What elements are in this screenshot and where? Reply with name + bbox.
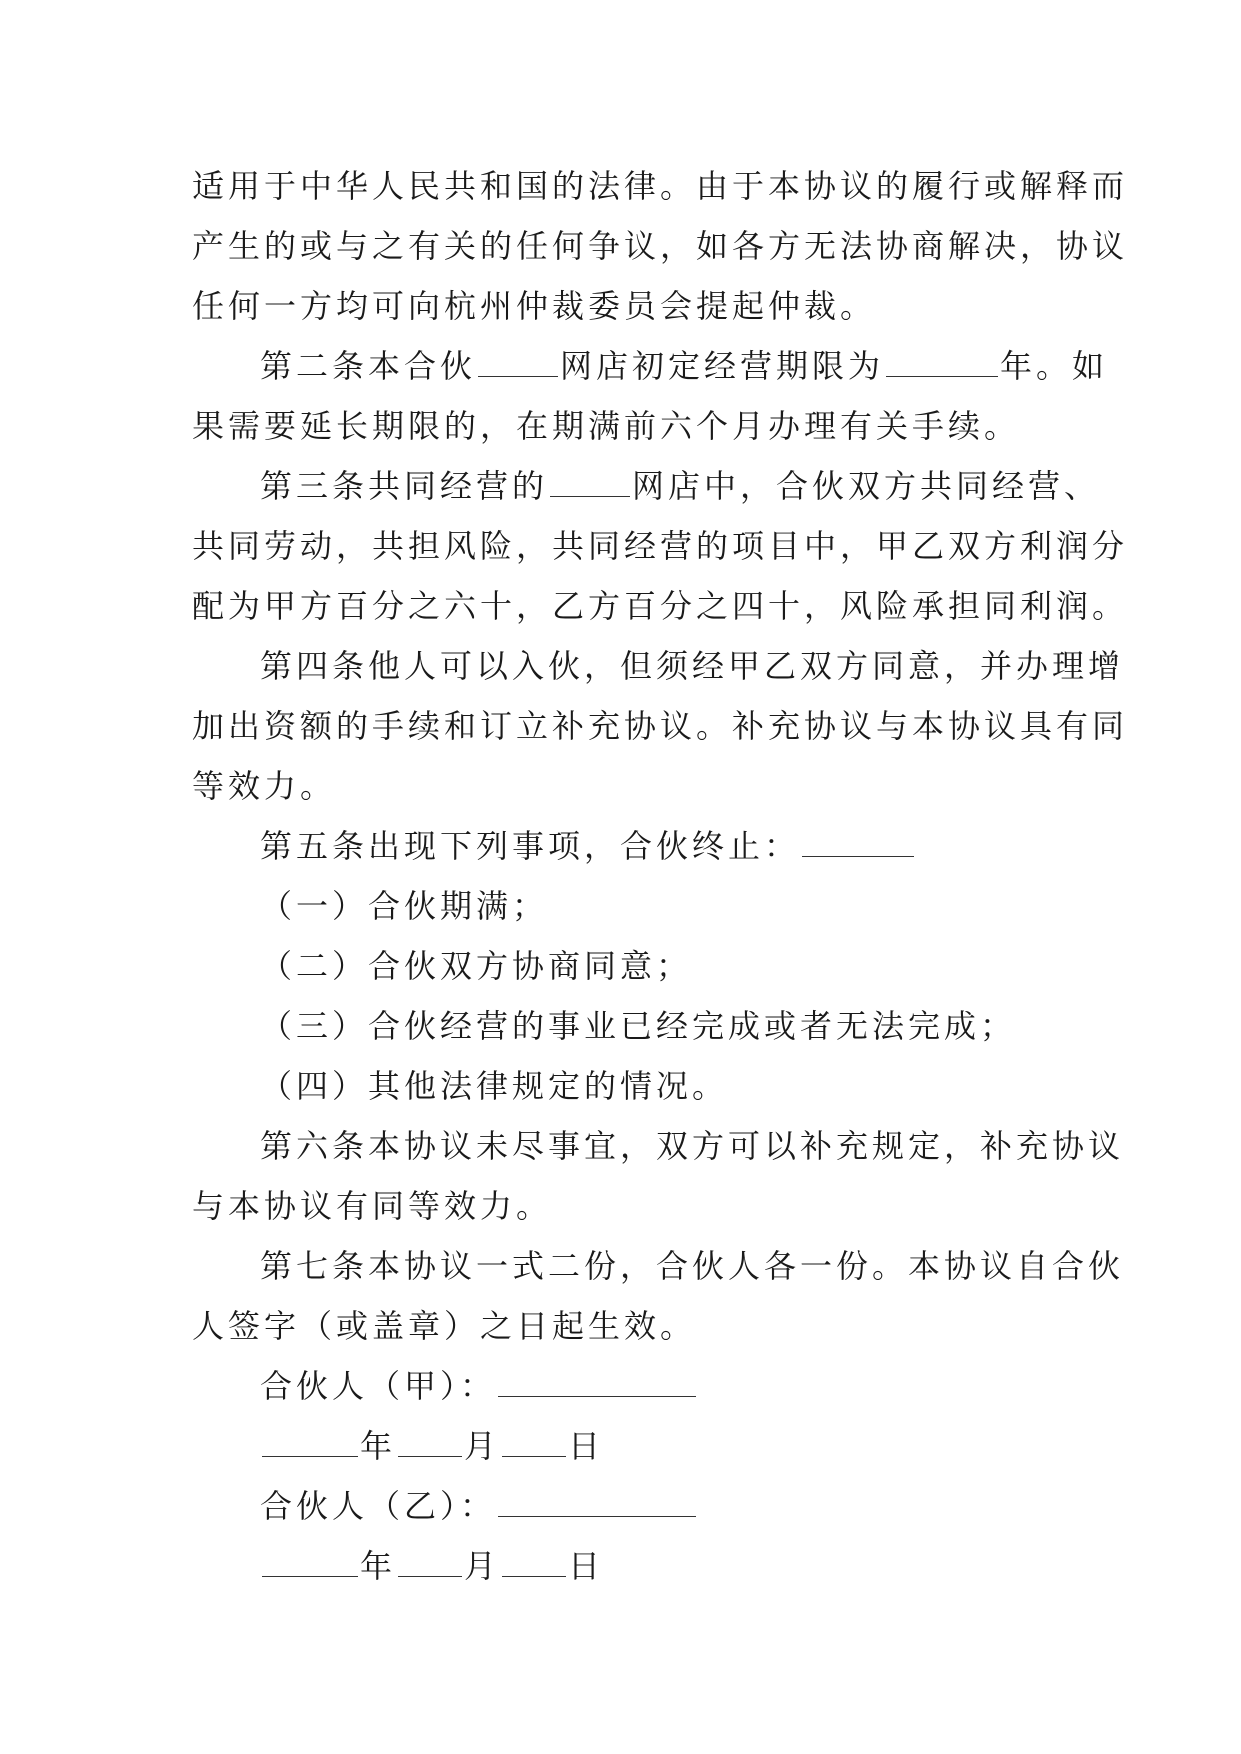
shop-name-blank[interactable] — [550, 476, 630, 497]
article-4-line-1: 第四条他人可以入伙，但须经甲乙双方同意，并办理增 — [260, 647, 1125, 685]
document-body — [192, 156, 1129, 1596]
list-item: （三）合伙经营的事业已经完成或者无法完成； — [260, 1007, 1017, 1045]
article-2-text: 第二条本合伙 — [260, 347, 477, 385]
article-3-text: 第三条共同经营的 — [260, 467, 549, 505]
paragraph-line: 产生的或与之有关的任何争议，如各方无法协商解决，协议 — [192, 227, 1129, 265]
article-5-text: 第五条出现下列事项，合伙终止： — [260, 827, 801, 865]
party-a-year-field[interactable] — [262, 1436, 358, 1457]
article-3-text: 网店中，合伙双方共同经营、 — [632, 467, 1101, 505]
list-item: （二）合伙双方协商同意； — [260, 947, 693, 985]
article-5-line-1 — [192, 816, 1072, 876]
party-b-signature-field[interactable] — [498, 1496, 696, 1517]
party-b-month-field[interactable] — [398, 1556, 462, 1577]
article-2-text: 年。如 — [1000, 347, 1109, 385]
article-3-line-1 — [192, 456, 1101, 516]
article-7-line-1: 第七条本协议一式二份，合伙人各一份。本协议自合伙 — [260, 1247, 1125, 1285]
article-4-line-3: 等效力。 — [192, 767, 337, 805]
party-b-year-field[interactable] — [262, 1556, 358, 1577]
month-label: 月 — [464, 1427, 501, 1465]
party-a-signature-line — [192, 1356, 1072, 1416]
month-label: 月 — [464, 1547, 501, 1585]
article-3-line-3: 配为甲方百分之六十，乙方百分之四十，风险承担同利润。 — [192, 587, 1129, 625]
list-item: （一）合伙期满； — [260, 887, 549, 925]
termination-blank[interactable] — [802, 836, 914, 857]
article-2-line-2: 果需要延长期限的，在期满前六个月办理有关手续。 — [192, 407, 1021, 445]
party-a-label: 合伙人（甲）： — [260, 1367, 497, 1405]
day-label: 日 — [568, 1547, 605, 1585]
party-b-signature-line — [192, 1476, 1072, 1536]
list-item: （四）其他法律规定的情况。 — [260, 1067, 729, 1105]
article-3-line-2: 共同劳动，共担风险，共同经营的项目中，甲乙双方利润分 — [192, 527, 1129, 565]
party-a-signature-field[interactable] — [498, 1376, 696, 1397]
paragraph-line: 任何一方均可向杭州仲裁委员会提起仲裁。 — [192, 287, 877, 325]
year-label: 年 — [360, 1547, 397, 1585]
year-label: 年 — [360, 1427, 397, 1465]
party-b-date-line — [192, 1536, 1072, 1596]
article-4-line-2: 加出资额的手续和订立补充协议。补充协议与本协议具有同 — [192, 707, 1129, 745]
party-a-date-line — [192, 1416, 1072, 1476]
day-label: 日 — [568, 1427, 605, 1465]
article-6-line-2: 与本协议有同等效力。 — [192, 1187, 553, 1225]
party-b-day-field[interactable] — [502, 1556, 566, 1577]
party-a-month-field[interactable] — [398, 1436, 462, 1457]
article-6-line-1: 第六条本协议未尽事宜，双方可以补充规定，补充协议 — [260, 1127, 1125, 1165]
shop-name-blank[interactable] — [478, 356, 558, 377]
article-2-text: 网店初定经营期限为 — [560, 347, 885, 385]
term-years-blank[interactable] — [886, 356, 998, 377]
article-2-line-1 — [192, 336, 1109, 396]
paragraph-line: 适用于中华人民共和国的法律。由于本协议的履行或解释而 — [192, 167, 1129, 205]
party-b-label: 合伙人（乙）： — [260, 1487, 497, 1525]
party-a-day-field[interactable] — [502, 1436, 566, 1457]
article-7-line-2: 人签字（或盖章）之日起生效。 — [192, 1307, 697, 1345]
